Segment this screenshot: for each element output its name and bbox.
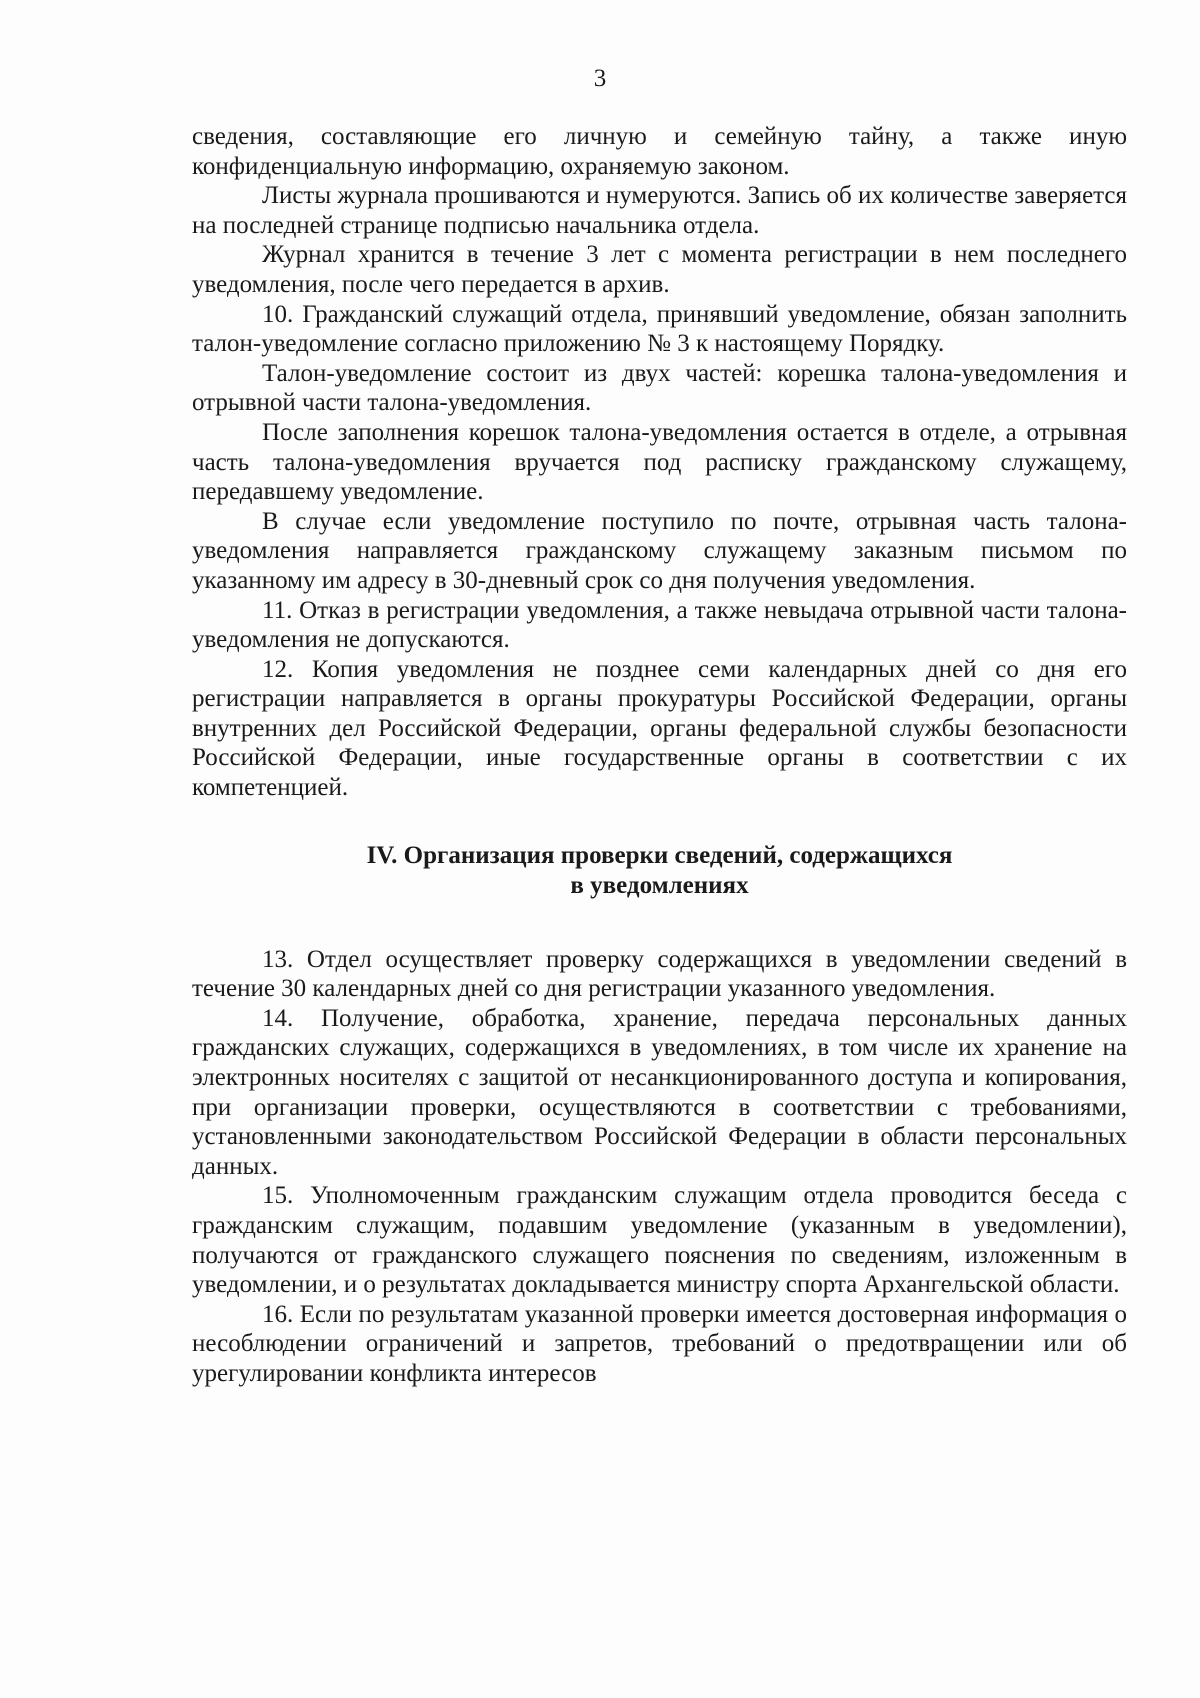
- document-body: [192, 122, 1127, 1389]
- paragraph-talon-issue: После заполнения корешок талона-уведомления остается в отделе, а отрывная часть талона-уведомления вручается под расписку гражданскому служащему, передавшему уведомление.: [192, 418, 1127, 506]
- paragraph-item-14: 14. Получение, обработка, хранение, передача персональных данных гражданских служащих, содержащихся в уведомлениях, в том числе их хранение на электронных носителях с защитой от несанкционированного доступа и копирования, при организации проверки, осуществляются в соответствии с требованиями, установленными законодательством Российской Федерации в области персональных данных.: [192, 1004, 1127, 1180]
- paragraph-item-15: 15. Уполномоченным гражданским служащим отдела проводится беседа с гражданским служащим, подавшим уведомление (указанным в уведомлении), получаются от гражданского служащего пояснения по сведениям, изложенным в уведомлении, и о результатах докладывается министру спорта Архангельской области.: [192, 1182, 1127, 1299]
- section-heading-line-1: IV. Организация проверки сведений, содержащихся: [366, 841, 953, 869]
- paragraph-talon-parts: Талон-уведомление состоит из двух частей: корешка талона-уведомления и отрывной части талона-уведомления.: [192, 359, 1127, 417]
- paragraph-continuation: сведения, составляющие его личную и семейную тайну, а также иную конфиденциальную информацию, охраняемую законом.: [192, 123, 1127, 180]
- page-number: 3: [593, 65, 607, 92]
- paragraph-item-10: 10. Гражданский служащий отдела, принявший уведомление, обязан заполнить талон-уведомление согласно приложению № 3 к настоящему Порядку.: [192, 300, 1127, 358]
- paragraph-journal-sheets: Листы журнала прошиваются и нумеруются. Запись об их количестве заверяется на последней странице подписью начальника отдела.: [192, 182, 1127, 239]
- section-heading-line-2: в уведомлениях: [570, 871, 749, 899]
- paragraph-journal-storage: Журнал хранится в течение 3 лет с момента регистрации в нем последнего уведомления, после чего передается в архив.: [192, 241, 1127, 298]
- paragraph-item-16: 16. Если по результатам указанной проверки имеется достоверная информация о несоблюдении ограничений и запретов, требований о предотвращении или об урегулировании конфликта интересов: [192, 1300, 1127, 1387]
- paragraph-talon-mail: В случае если уведомление поступило по почте, отрывная часть талона-уведомления направляется гражданскому служащему заказным письмом по указанному им адресу в 30-дневный срок со дня получения уведомления.: [192, 507, 1127, 594]
- paragraph-item-12: 12. Копия уведомления не позднее семи календарных дней со дня его регистрации направляется в органы прокуратуры Российской Федерации, органы внутренних дел Российской Федерации, органы федеральной службы безопасности Российской Федерации, иные государственные органы в соответствии с их компетенцией.: [192, 655, 1127, 802]
- section-heading: [192, 841, 1127, 901]
- paragraph-item-11: 11. Отказ в регистрации уведомления, а также невыдача отрывной части талона-уведомления не допускаются.: [192, 596, 1127, 654]
- paragraph-item-13: 13. Отдел осуществляет проверку содержащихся в уведомлении сведений в течение 30 календарных дней со дня регистрации указанного уведомления.: [192, 945, 1127, 1003]
